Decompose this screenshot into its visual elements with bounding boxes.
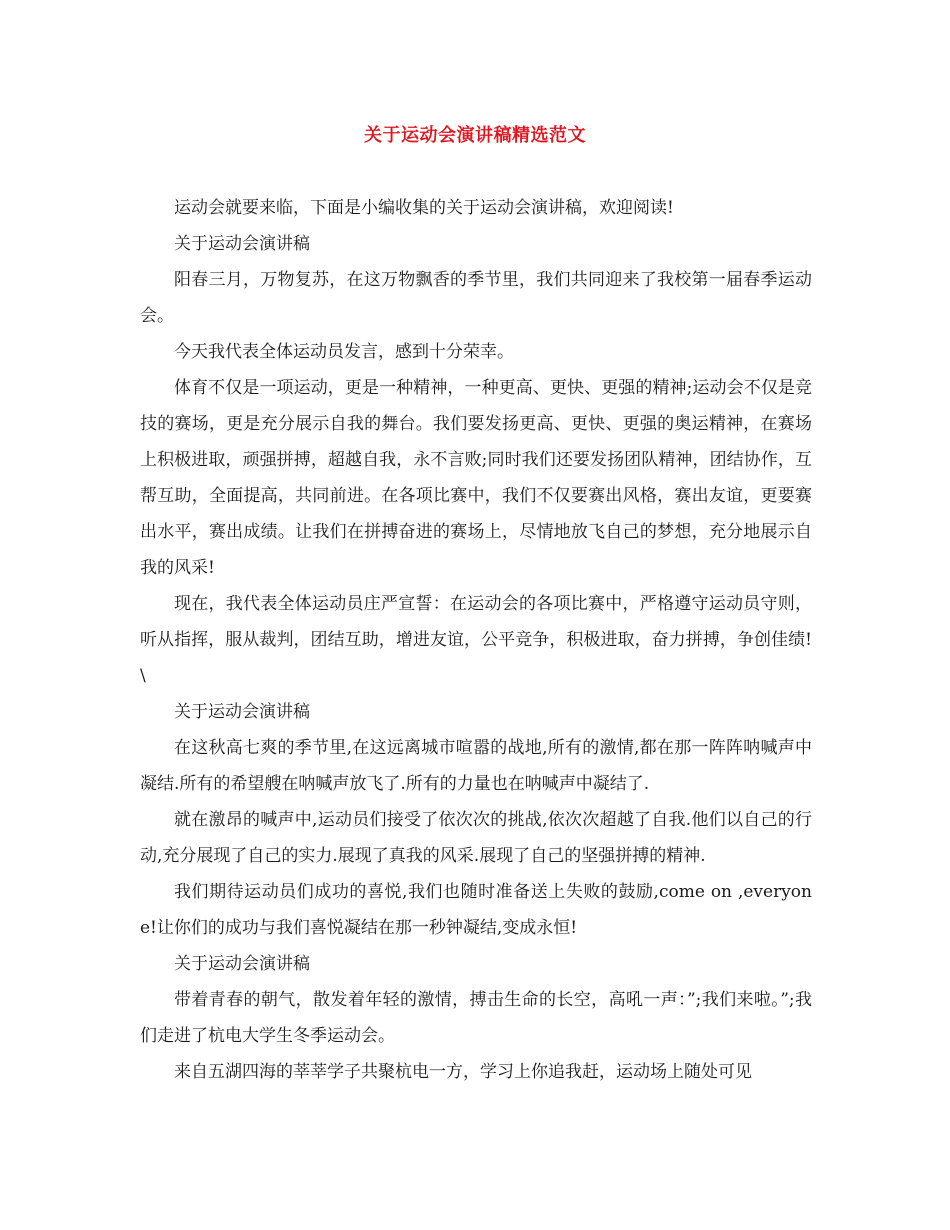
document-title: 关于运动会演讲稿精选范文: [364, 125, 586, 146]
paragraph: 带着青春的朝气，散发着年轻的激情，搏击生命的长空，高吼一声：”;我们来啦。”;我们走进了杭电大学生冬季运动会。: [140, 990, 812, 1046]
section-heading-3: 关于运动会演讲稿: [174, 954, 310, 974]
paragraph: 体育不仅是一项运动，更是一种精神，一种更高、更快、更强的精神;运动会不仅是竞技的赛场，更是充分展示自我的舞台。我们要发扬更高、更快、更强的奥运精神，在赛场上积极进取，顽强拼搏，超越自我，永不言败;同时我们还要发扬团队精神，团结协作，互帮互助，全面提高，共同前进。在各项比赛中，我们不仅要赛出风格，赛出友谊，更要赛出水平，赛出成绩。让我们在拼搏奋进的赛场上，尽情地放飞自己的梦想，充分地展示自我的风采!: [140, 378, 812, 578]
paragraph: 就在激昂的喊声中,运动员们接受了依次次的挑战,依次次超越了自我.他们以自己的行动,充分展现了自己的实力.展现了真我的风采.展现了自己的坚强拼搏的精神.: [140, 810, 812, 866]
section-heading-2: 关于运动会演讲稿: [174, 702, 310, 722]
paragraph: 来自五湖四海的莘莘学子共聚杭电一方，学习上你追我赶，运动场上随处可见: [174, 1062, 752, 1082]
document-body: [140, 190, 812, 1090]
paragraph: 我们期待运动员们成功的喜悦,我们也随时准备送上失败的鼓励,come on ,everyone!让你们的成功与我们喜悦凝结在那一秒钟凝结,变成永恒!: [140, 882, 812, 938]
paragraph: 现在，我代表全体运动员庄严宣誓：在运动会的各项比赛中，严格遵守运动员守则，听从指挥，服从裁判，团结互助，增进友谊，公平竞争，积极进取，奋力拼搏，争创佳绩!\: [140, 594, 812, 686]
section-heading-1: 关于运动会演讲稿: [174, 234, 310, 254]
paragraph: 今天我代表全体运动员发言，感到十分荣幸。: [174, 342, 514, 362]
paragraph: 在这秋高七爽的季节里,在这远离城市喧嚣的战地,所有的激情,都在那一阵阵呐喊声中凝结.所有的希望艘在呐喊声放飞了.所有的力量也在呐喊声中凝结了.: [140, 738, 812, 794]
paragraph: 阳春三月，万物复苏，在这万物飘香的季节里，我们共同迎来了我校第一届春季运动会。: [140, 270, 812, 326]
paragraph-intro: 运动会就要来临，下面是小编收集的关于运动会演讲稿，欢迎阅读!: [174, 198, 674, 218]
